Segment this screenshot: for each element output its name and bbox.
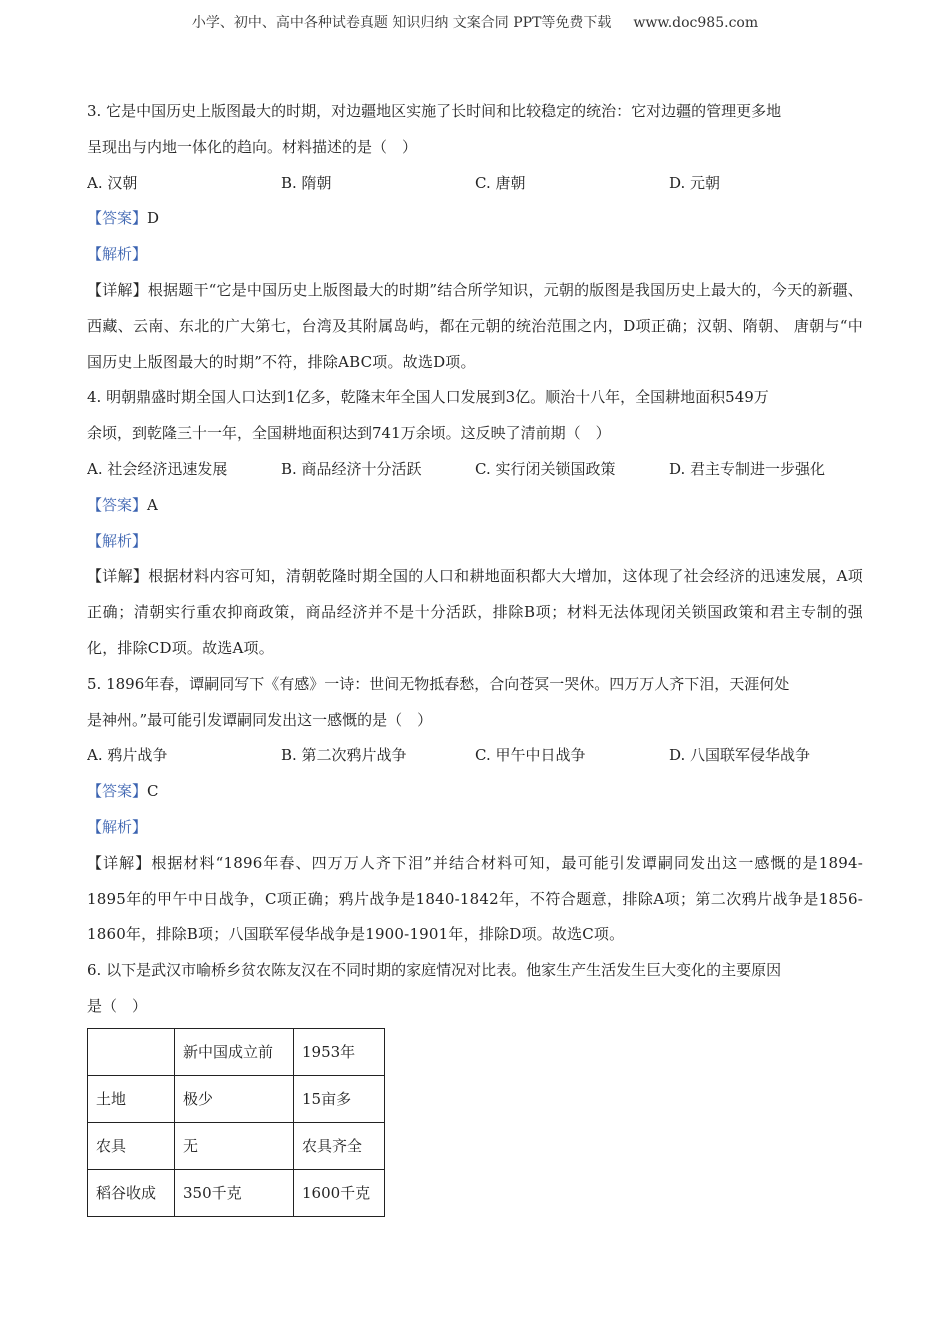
answer-line (87, 774, 863, 810)
analysis-label: 【解析】 (87, 817, 148, 836)
question-6 (87, 953, 863, 1217)
table-cell: 1600千克 (294, 1169, 385, 1216)
option-a: A. 汉朝 (87, 173, 138, 192)
detail-paragraph (87, 273, 863, 380)
answer-label: 【答案】 (87, 782, 148, 801)
header-banner: 小学、初中、高中各种试卷真题 知识归纳 文案合同 PPT等免费下载 (191, 15, 612, 31)
question-stem-line: 5. 1896年春，谭嗣同写下《有感》一诗：世间无物抵春愁，合向苍冥一哭休。四万万人齐下泪，天涯何处 (87, 674, 790, 693)
table-cell: 新中国成立前 (175, 1028, 294, 1075)
detail-text: 根据材料“1896年春、四万万人齐下泪”并结合材料可知，最可能引发谭嗣同发出这一感慨的是1894-1895年的甲午中日战争，C项正确；鸦片战争是1840-1842年，不符合题意，排除A项；第二次鸦片战争是1856-1860年，排除B项；八国联军侵华战争是1900-1901年，排除D项。故选C项。 (87, 853, 863, 944)
option-b: B. 隋朝 (281, 173, 332, 192)
option-b: B. 第二次鸦片战争 (281, 746, 407, 765)
table-cell: 农具 (88, 1122, 175, 1169)
option-b: B. 商品经济十分活跃 (281, 459, 422, 478)
question-5 (87, 667, 863, 953)
detail-label: 【详解】 (87, 853, 152, 872)
question-options (87, 452, 863, 488)
detail-text: 根据材料内容可知，清朝乾隆时期全国的人口和耕地面积都大大增加，这体现了社会经济的迅速发展，A项正确；清朝实行重农抑商政策，商品经济并不是十分活跃，排除B项；材料无法体现闭关锁国政策和君主专制的强化，排除CD项。故选A项。 (87, 567, 863, 657)
detail-text: 根据题干“它是中国历史上版图最大的时期”结合所学知识，元朝的版图是我国历史上最大的，今天的新疆、西藏、云南、东北的广大第七，台湾及其附属岛屿，都在元朝的统治范围之内，D项正确；汉朝、隋朝、 唐朝与“中国历史上版图最大的时期”不符，排除ABC项。故选D项。 (87, 280, 863, 371)
page-header (0, 12, 950, 32)
question-stem-line: 是（ ） (87, 996, 148, 1015)
answer-label: 【答案】 (87, 495, 148, 514)
table-cell: 350千克 (175, 1169, 294, 1216)
table-cell: 土地 (88, 1075, 175, 1122)
answer-value: D (147, 209, 160, 228)
question-options (87, 166, 863, 202)
option-d: D. 八国联军侵华战争 (669, 746, 811, 765)
question-stem-line: 4. 明朝鼎盛时期全国人口达到1亿多，乾隆末年全国人口发展到3亿。顺治十八年，全国耕地面积549万 (87, 388, 769, 407)
answer-value: A (147, 495, 158, 514)
table-cell: 无 (175, 1122, 294, 1169)
table-header-row (88, 1028, 385, 1075)
document-body (87, 94, 863, 1217)
analysis-label: 【解析】 (87, 245, 148, 264)
answer-line (87, 201, 863, 237)
table-cell: 1953年 (294, 1028, 385, 1075)
analysis-label: 【解析】 (87, 531, 148, 550)
question-3 (87, 94, 863, 380)
option-a: A. 鸦片战争 (87, 746, 168, 765)
detail-label: 【详解】 (87, 567, 149, 586)
header-site-link[interactable]: www.doc985.com (633, 15, 759, 31)
detail-paragraph (87, 846, 863, 953)
table-cell: 农具齐全 (294, 1122, 385, 1169)
table-row (88, 1075, 385, 1122)
option-a: A. 社会经济迅速发展 (87, 459, 228, 478)
question-4 (87, 380, 863, 666)
table-cell (88, 1028, 175, 1075)
option-d: D. 元朝 (669, 173, 721, 192)
table-cell: 15亩多 (294, 1075, 385, 1122)
detail-label: 【详解】 (87, 280, 148, 299)
analysis-line (87, 810, 863, 846)
answer-line (87, 488, 863, 524)
comparison-table (87, 1028, 385, 1217)
answer-label: 【答案】 (87, 209, 148, 228)
analysis-line (87, 237, 863, 273)
question-stem-line: 是神州。”最可能引发谭嗣同发出这一感慨的是（ ） (87, 710, 433, 729)
table-row (88, 1122, 385, 1169)
question-options (87, 738, 863, 774)
question-stem-line: 呈现出与内地一体化的趋向。材料描述的是（ ） (87, 137, 418, 156)
table-cell: 稻谷收成 (88, 1169, 175, 1216)
option-d: D. 君主专制进一步强化 (669, 459, 826, 478)
option-c: C. 甲午中日战争 (475, 746, 586, 765)
answer-value: C (147, 782, 159, 801)
question-stem-line: 3. 它是中国历史上版图最大的时期，对边疆地区实施了长时间和比较稳定的统治：它对边疆的管理更多地 (87, 102, 782, 120)
question-stem-line: 余顷，到乾隆三十一年，全国耕地面积达到741万余顷。这反映了清前期（ ） (87, 424, 611, 443)
option-c: C. 唐朝 (475, 173, 526, 192)
question-stem-line: 6. 以下是武汉市喻桥乡贫农陈友汉在不同时期的家庭情况对比表。他家生产生活发生巨大变化的主要原因 (87, 961, 782, 980)
analysis-line (87, 524, 863, 560)
table-row (88, 1169, 385, 1216)
table-cell: 极少 (175, 1075, 294, 1122)
option-c: C. 实行闭关锁国政策 (475, 459, 616, 478)
detail-paragraph (87, 559, 863, 666)
